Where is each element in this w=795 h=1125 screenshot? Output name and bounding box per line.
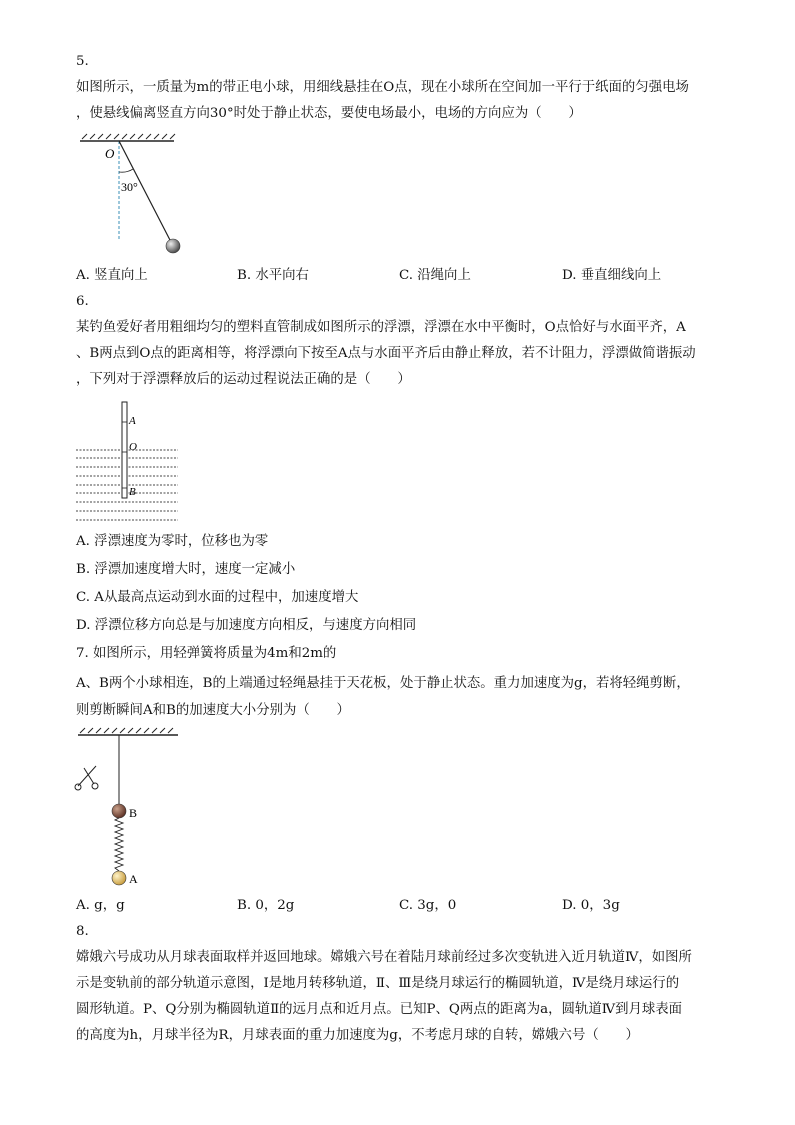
q7-stem-line1: 7. 如图所示，用轻弹簧将质量为4m和2m的: [76, 646, 337, 661]
q6-label-a: A: [129, 415, 136, 427]
q8-stem-line1: 嫦娥六号成功从月球表面取样并返回地球。嫦娥六号在着陆月球前经过多次变轨进入近月轨道Ⅳ，如图所: [76, 950, 692, 965]
q6-option-b[interactable]: B. 浮漂加速度增大时，速度一定减小: [76, 562, 296, 577]
q7-stem-line3: 则剪断瞬间A和B的加速度大小分别为（ ）: [76, 703, 350, 718]
q5-pendulum-figure: [76, 134, 196, 259]
q5-option-a[interactable]: A. 竖直向上: [76, 268, 148, 283]
float-tube: [122, 402, 127, 498]
q7-stem-line2: A、B两个小球相连，B的上端通过轻绳悬挂于天花板，处于静止状态。重力加速度为g，若将轻绳剪断，: [76, 676, 690, 691]
q6-option-a[interactable]: A. 浮漂速度为零时，位移也为零: [76, 534, 269, 549]
q6-stem-line2: 、B两点到O点的距离相等，将浮漂向下按至A点与水面平齐后由静止释放，若不计阻力，浮漂做简谐振动: [76, 346, 696, 361]
q5-option-b[interactable]: B. 水平向右: [237, 268, 309, 283]
q6-number: 6.: [76, 294, 89, 309]
q7-label-b: B: [129, 806, 138, 820]
q7-option-a[interactable]: A. g，g: [76, 898, 125, 913]
q8-stem-line3: 圆形轨道。P、Q分别为椭圆轨道Ⅱ的远月点和近月点。已知P、Q两点的距离为a，圆轨道Ⅳ到月球表面: [76, 1002, 683, 1017]
ball-b: [112, 804, 126, 818]
ball-a: [112, 871, 126, 885]
q6-option-c[interactable]: C. A从最高点运动到水面的过程中，加速度增大: [76, 590, 359, 605]
q7-option-c[interactable]: C. 3g，0: [399, 898, 457, 913]
q6-stem-line1: 某钓鱼爱好者用粗细均匀的塑料直管制成如图所示的浮漂，浮漂在水中平衡时，O点恰好与水面平齐，A: [76, 320, 686, 335]
q7-label-a: A: [129, 872, 138, 886]
charged-ball: [166, 239, 180, 253]
q8-stem-line4: 的高度为h，月球半径为R，月球表面的重力加速度为g，不考虑月球的自转，嫦娥六号（ ）: [76, 1028, 639, 1043]
q5-stem-line2: ，使悬线偏离竖直方向30°时处于静止状态，要使电场最小，电场的方向应为（ ）: [76, 106, 582, 121]
q6-label-b: B: [129, 486, 136, 498]
q8-stem-line2: 示是变轨前的部分轨道示意图，Ⅰ是地月转移轨道，Ⅱ、Ⅲ是绕月球运行的椭圆轨道，Ⅳ是绕月球运行的: [76, 976, 680, 991]
spring: [115, 818, 123, 871]
q5-label-angle: 30°: [121, 180, 138, 194]
scissors-icon: [75, 766, 98, 790]
q8-number: 8.: [76, 924, 89, 939]
q7-spring-figure: [74, 728, 194, 890]
q6-float-figure: [74, 400, 184, 526]
q6-stem-line3: ，下列对于浮漂释放后的运动过程说法正确的是（ ）: [76, 372, 411, 387]
q5-stem-line1: 如图所示，一质量为m的带正电小球，用细线悬挂在O点，现在小球所在空间加一平行于纸面的匀强电场: [76, 80, 689, 95]
q5-option-c[interactable]: C. 沿绳向上: [399, 268, 471, 283]
q7-option-b[interactable]: B. 0，2g: [237, 898, 295, 913]
q6-option-d[interactable]: D. 浮漂位移方向总是与加速度方向相反，与速度方向相同: [76, 618, 417, 633]
q6-label-o: O: [129, 441, 137, 453]
q5-label-o: O: [105, 146, 115, 161]
q5-number: 5.: [76, 54, 89, 69]
q5-option-d[interactable]: D. 垂直细线向上: [562, 268, 662, 283]
q7-option-d[interactable]: D. 0，3g: [562, 898, 620, 913]
